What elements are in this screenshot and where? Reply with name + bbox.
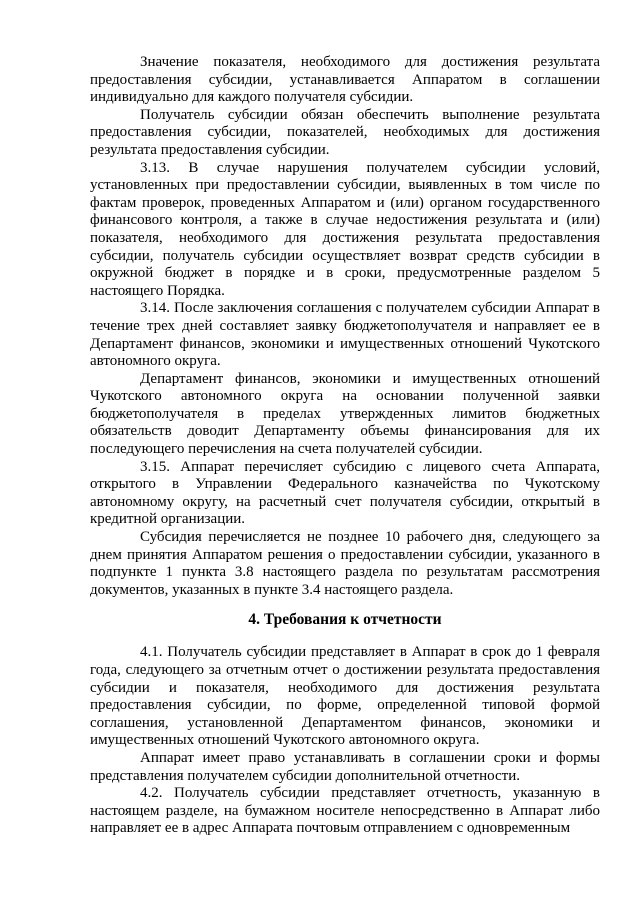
paragraph-3-13: 3.13. В случае нарушения получателем субсидии условий, установленных при предоставлении субсидии, выявленных в том числе по фактам проверок, проведенных Аппаратом и (или) органом государственного финансового контроля, а также в случае недостижения результата и (или) показателя, необходимого для достижения результата предоставления субсидии, получатель субсидии осуществляет возврат средств субсидии в окружной бюджет в порядке и в сроки, предусмотренные разделом 5 настоящего Порядка.	[90, 159, 600, 299]
paragraph-recipient-obligation: Получатель субсидии обязан обеспечить выполнение результата предоставления субсидии, показателей, необходимых для достижения результата предоставления субсидии.	[90, 106, 600, 158]
document-body	[90, 54, 600, 838]
paragraph-4-2: 4.2. Получатель субсидии представляет отчетность, указанную в настоящем разделе, на бумажном носителе непосредственно в Аппарат либо направляет ее в адрес Аппарата почтовым отправлением с одновременным	[90, 785, 600, 837]
paragraph-transfer-deadline: Субсидия перечисляется не позднее 10 рабочего дня, следующего за днем принятия Аппаратом решения о предоставлении субсидии, указанного в подпункте 1 пункта 3.8 настоящего раздела по результатам рассмотрения документов, указанных в пункте 3.4 настоящего раздела.	[90, 529, 600, 598]
paragraph-indicator-value: Значение показателя, необходимого для достижения результата предоставления субсидии, устанавливается Аппаратом в соглашении индивидуально для каждого получателя субсидии.	[90, 54, 600, 106]
section-heading-reporting: 4. Требования к отчетности	[248, 611, 442, 629]
paragraph-3-15: 3.15. Аппарат перечисляет субсидию с лицевого счета Аппарата, открытого в Управлении Федерального казначейства по Чукотскому автономному округу, на расчетный счет получателя субсидии, открытый в кредитной организации.	[90, 458, 600, 528]
paragraph-3-14: 3.14. После заключения соглашения с получателем субсидии Аппарат в течение трех дней составляет заявку бюджетополучателя и направляет ее в Департамент финансов, экономики и имущественных отношений Чукотского автономного округа.	[90, 300, 600, 370]
paragraph-additional-reporting: Аппарат имеет право устанавливать в соглашении сроки и формы представления получателем субсидии дополнительной отчетности.	[90, 749, 600, 784]
paragraph-4-1: 4.1. Получатель субсидии представляет в Аппарат в срок до 1 февраля года, следующего за отчетным отчет о достижении результата предоставления субсидии и показателя, необходимого для достижения результата предоставления субсидии, по форме, определенной типовой формой соглашения, установленной Департаментом финансов, экономики и имущественных отношений Чукотского автономного округа.	[90, 644, 600, 749]
paragraph-finance-department: Департамент финансов, экономики и имущественных отношений Чукотского автономного округа на основании полученной заявки бюджетополучателя в пределах утвержденных лимитов бюджетных обязательств доводит Департаменту объемы финансирования для их последующего перечисления на счета получателей субсидии.	[90, 370, 600, 458]
